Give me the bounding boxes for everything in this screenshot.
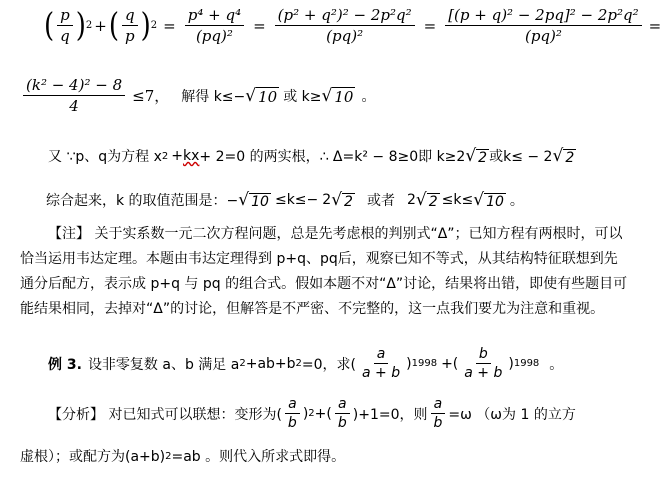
frac-num: b (476, 346, 491, 364)
fraction-2 (275, 6, 415, 45)
frac-den: p (125, 27, 135, 45)
fraction-1 (185, 6, 244, 45)
sqrt-10 (473, 190, 506, 210)
text: =ab 。则代入所求式即得。 (171, 449, 346, 465)
lparen: ( (44, 6, 55, 45)
equals-sign: = (253, 16, 266, 35)
exponent: 2 (161, 150, 169, 162)
equals-sign: = (423, 16, 437, 35)
radical-icon: √ (552, 146, 564, 166)
text: 综合起来，k 的取值范围是：− (46, 193, 239, 209)
fraction-a-over-b (335, 396, 350, 431)
frac-den: (pq)² (326, 27, 364, 45)
frac-den: a + b (362, 365, 401, 381)
coefficient: 2 (322, 192, 332, 208)
exponent: 2 (85, 20, 93, 31)
frac-num: (p² + q²)² − 2p²q² (275, 6, 415, 26)
fraction-a-over-b (431, 396, 446, 431)
frac-num: [(p + q)² − 2pq]² − 2p²q² (445, 6, 641, 26)
sqrt-2 (465, 146, 489, 166)
radical-icon: √ (331, 190, 343, 210)
equation-line-3 (48, 146, 576, 166)
radicand: 2 (565, 150, 575, 166)
radical-icon: √ (465, 146, 477, 166)
fraction-b-over-apb (461, 346, 505, 381)
frac-num: q (122, 6, 138, 26)
equals-sign: = (163, 16, 176, 35)
radical-icon: √ (415, 190, 427, 210)
frac-den: a + b (464, 365, 503, 381)
or-text: 或 k≥ (283, 88, 322, 105)
radicand: 10 (486, 194, 504, 210)
text: =ω （ω为 1 的立方 (448, 406, 576, 423)
text: 又 ∵p、q为方程 x (48, 149, 162, 165)
frac-num: p⁴ + q⁴ (185, 6, 244, 26)
radical-icon: √ (238, 190, 250, 210)
sqrt-2 (552, 146, 576, 166)
text: ≤k≤− (274, 192, 319, 208)
radicand: 10 (334, 87, 354, 106)
text: =0，求( (301, 356, 357, 373)
kx-term: kx (182, 148, 200, 164)
sqrt-2 (416, 190, 440, 210)
coefficient: 2 (406, 192, 416, 208)
note-text: 【注】 关于实系数一元二次方程问题，总是先考虑根的判别式“Δ”；已知方程有两根时，可以恰当运用韦达定理。本题由韦达定理得到 p+q、pq后，观察已知不等式，从其结构特征联想到先通分后配方，表示成 p+q 与 pq 的组合式。假如本题不对“Δ”讨论，结果将出错，即使有些题目可能结果相同，去掉对“Δ”的讨论，但解答是不严密、不完整的，这一点我们要尤为注意和重视。 (20, 226, 628, 317)
frac-den: b (287, 415, 297, 431)
fraction-p-over-q (57, 6, 73, 45)
exponent: 2 (295, 358, 302, 369)
sqrt-10 (322, 86, 356, 106)
radicand: 2 (478, 150, 488, 166)
example-3-line (48, 346, 563, 381)
text: )+1=0，则 (352, 406, 428, 423)
equation-line-2 (20, 76, 375, 115)
example-label: 例 3. (48, 356, 82, 373)
rparen: ) (75, 6, 86, 45)
exponent: 1998 (513, 358, 540, 369)
equation-line-1 (44, 6, 665, 45)
frac-num: a (431, 396, 446, 414)
rparen: ) (140, 6, 151, 45)
frac-num: a (335, 396, 350, 414)
exponent: 2 (165, 450, 172, 462)
fraction-k (23, 76, 125, 115)
period: 。 (549, 356, 564, 373)
text: 【分析】 对已知式可以联想：变形为( (48, 406, 282, 423)
text: 虚根）；或配方为(a+b) (20, 449, 166, 465)
lparen: ( (108, 6, 120, 45)
frac-num: (k² − 4)² − 8 (23, 76, 125, 96)
frac-den: (pq)² (195, 27, 233, 45)
or-text: 或者 (366, 193, 395, 209)
radical-icon: √ (473, 190, 485, 210)
exponent: 2 (239, 358, 246, 369)
fraction-q-over-p (122, 6, 138, 45)
equation-line-4 (46, 190, 524, 210)
inequality: ≤7， (132, 87, 170, 105)
plus-sign: + (94, 16, 107, 35)
sqrt-10 (238, 190, 271, 210)
exponent: 1998 (411, 358, 438, 369)
exponent: 2 (308, 408, 315, 419)
equals-sign: = (648, 16, 662, 35)
sqrt-10 (245, 86, 279, 106)
solution-text: 解得 k≤− (181, 88, 246, 105)
frac-den: (pq)² (524, 27, 562, 45)
radical-icon: √ (245, 85, 257, 106)
text: +ab+b (245, 355, 296, 372)
frac-num: p (57, 6, 73, 26)
exponent: 2 (150, 20, 158, 31)
radicand: 10 (251, 194, 269, 210)
frac-num: a (285, 396, 300, 414)
analysis-line-1 (48, 396, 576, 431)
text: +( (314, 405, 332, 422)
text: + (171, 148, 183, 164)
radicand: 10 (258, 87, 278, 106)
period: 。 (509, 193, 524, 209)
period: 。 (361, 88, 376, 105)
fraction-3 (445, 6, 641, 45)
frac-den: b (433, 415, 443, 431)
radicand: 2 (428, 194, 438, 210)
radicand: 2 (344, 194, 353, 210)
frac-den: 4 (69, 97, 79, 115)
fraction-a-over-b (285, 396, 300, 431)
sqrt-2 (331, 190, 355, 210)
text: 设非零复数 a、b 满足 a (87, 356, 240, 373)
frac-den: b (337, 415, 347, 431)
radical-icon: √ (321, 85, 333, 106)
frac-den: q (60, 27, 70, 45)
text: + 2=0 的两实根，∴ Δ=k² − 8≥0即 k≥2 (199, 149, 466, 165)
text: ≤k≤ (441, 192, 474, 208)
text: 或k≤ − 2 (489, 149, 553, 165)
rparen: ) (406, 355, 412, 372)
fraction-a-over-apb (359, 346, 403, 381)
text: ) (302, 405, 309, 422)
note-paragraph (20, 222, 628, 322)
frac-num: a (374, 346, 389, 364)
text: +( (441, 355, 459, 372)
rparen: ) (508, 355, 514, 372)
analysis-line-2 (20, 446, 345, 466)
